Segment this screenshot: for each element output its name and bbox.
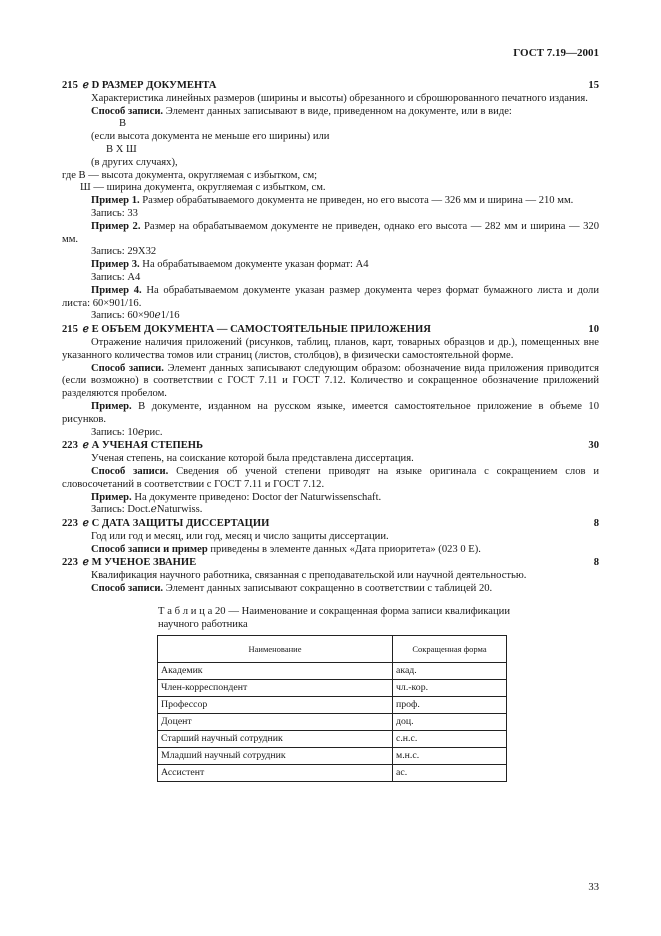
record: Запись: 29Х32: [91, 246, 157, 258]
paragraph: [62, 106, 599, 119]
table-row: [158, 731, 507, 748]
section-heading: [62, 324, 599, 337]
table-caption: Т а б л и ц а 20 — Наименование и сокращенная форма записи квалификации научного работника: [158, 605, 510, 630]
table-cell: Академик: [158, 663, 393, 680]
label: Способ записи и пример: [91, 543, 208, 555]
label: Пример 3.: [91, 259, 140, 271]
example: [62, 492, 599, 505]
text: Размер обрабатываемого документа не приведен, но его высота — 326 мм и ширина — 210 мм.: [139, 195, 574, 207]
table-row: [158, 697, 507, 714]
text: Сведения об ученой степени приводят на языке оригинала с сокращением слов и словосочетаний в соответствии с ГОСТ 7.11 и ГОСТ 7.12.: [62, 465, 600, 490]
table-row: [158, 714, 507, 731]
line: где В — высота документа, округляемая с избытком, см;: [62, 169, 318, 181]
text: Элемент данных записывают сокращенно в соответствии с таблицей 20.: [163, 583, 493, 595]
table-cell: акад.: [393, 663, 507, 680]
section-number: 8: [593, 518, 599, 530]
paragraph: Год или год и месяц, или год, месяц и число защиты диссертации.: [91, 530, 389, 542]
paragraph: Ученая степень, на соискание которой была представлена диссертация.: [91, 453, 414, 465]
example: [62, 285, 599, 311]
example: [62, 401, 599, 427]
paragraph: [62, 363, 599, 401]
table-row: [158, 680, 507, 697]
table-cell: м.н.с.: [393, 748, 507, 765]
document-body: [62, 79, 599, 782]
label: Способ записи.: [91, 362, 164, 374]
label: Пример.: [91, 400, 132, 412]
column-header: Наименование: [158, 636, 393, 663]
section-title: 223 ℯ С ДАТА ЗАЩИТЫ ДИССЕРТАЦИИ: [62, 518, 270, 530]
table-row: [158, 748, 507, 765]
table-cell: Младший научный сотрудник: [158, 748, 393, 765]
page-number: 33: [588, 882, 599, 893]
line: В: [119, 118, 127, 130]
text: приведены в элементе данных «Дата приоритета» (023 0 Е).: [207, 543, 481, 555]
example: [62, 221, 599, 247]
table-cell: доц.: [393, 714, 507, 731]
line: В Х Ш: [106, 143, 137, 155]
qualification-table: [157, 635, 507, 782]
label: Пример 2.: [91, 220, 141, 232]
table-cell: чл.-кор.: [393, 680, 507, 697]
section-heading: [62, 440, 599, 453]
table-header-row: [158, 636, 507, 663]
line: (в других случаях),: [91, 156, 178, 168]
table-cell: проф.: [393, 697, 507, 714]
text: На документе приведено: Doctor der Naturwissenschaft.: [131, 491, 382, 503]
text: Элемент данных записывают следующим образом: обозначение вида приложения приводится (если возможно) в соответствии с ГОСТ 7.11 и ГОСТ 7.12. Количество и сокращенное обозначение приложений разделяются пробелом.: [62, 362, 599, 400]
section-heading: [62, 518, 599, 531]
section-title: 215 ℯ Е ОБЪЕМ ДОКУМЕНТА — САМОСТОЯТЕЛЬНЫЕ ПРИЛОЖЕНИЯ: [62, 324, 431, 336]
paragraph: [62, 583, 599, 596]
text: В документе, изданном на русском языке, имеется самостоятельное приложение в объеме 10 рисунков.: [62, 400, 599, 425]
section-title: 223 ℯ А УЧЕНАЯ СТЕПЕНЬ: [62, 440, 204, 452]
text: Элемент данных записывают в виде, приведенном на документе, или в виде:: [163, 105, 512, 117]
section-title: 223 ℯ М УЧЕНОЕ ЗВАНИЕ: [62, 557, 197, 569]
table-cell: с.н.с.: [393, 731, 507, 748]
table-cell: Старший научный сотрудник: [158, 731, 393, 748]
label: Пример.: [91, 491, 132, 503]
example: [62, 195, 599, 208]
text: На обрабатываемом документе указан формат: А4: [139, 259, 369, 271]
table-row: [158, 663, 507, 680]
section-number: 15: [588, 80, 599, 91]
paragraph: [62, 544, 599, 557]
table-cell: Член-корреспондент: [158, 680, 393, 697]
section-heading: [62, 557, 599, 570]
text: На обрабатываемом документе указан размер документа через формат бумажного листа и доли листа: 60×901/16.: [62, 284, 599, 309]
table-cell: Профессор: [158, 697, 393, 714]
record: Запись: 10ℯрис.: [91, 426, 163, 438]
label: Способ записи.: [91, 583, 164, 595]
section-number: 8: [593, 557, 599, 569]
table-cell: Доцент: [158, 714, 393, 731]
table-row: [158, 765, 507, 782]
page-header: ГОСТ 7.19—2001: [513, 47, 599, 59]
record: Запись: 60×90ℯ1/16: [91, 310, 180, 322]
text: Размер на обрабатываемом документе не приведен, однако его высота — 282 мм и ширина — 320 мм.: [62, 220, 600, 245]
label: Способ записи.: [91, 465, 169, 477]
section-heading: [62, 80, 599, 93]
column-header: Сокращенная форма: [393, 636, 507, 663]
line: (если высота документа не меньше его ширины) или: [91, 131, 330, 143]
table-cell: ас.: [393, 765, 507, 782]
example: [62, 259, 599, 272]
paragraph: Квалификация научного работника, связанная с преподавательской или научной деятельностью.: [91, 570, 527, 582]
label: Пример 4.: [91, 284, 142, 296]
record: Запись: 33: [91, 207, 138, 219]
paragraph: Характеристика линейных размеров (ширины и высоты) обрезанного и сброшюрованного печатного издания.: [91, 92, 588, 104]
line: Ш — ширина документа, округляемая с избытком, см.: [80, 182, 326, 194]
label: Способ записи.: [91, 105, 164, 117]
paragraph: [62, 466, 599, 492]
section-number: 10: [588, 324, 599, 336]
section-number: 30: [588, 440, 599, 452]
record: Запись: Doct.ℯNaturwiss.: [91, 504, 203, 516]
section-title: 215 ℯ D РАЗМЕР ДОКУМЕНТА: [62, 80, 217, 91]
table-cell: Ассистент: [158, 765, 393, 782]
paragraph: Отражение наличия приложений (рисунков, таблиц, планов, карт, товарных образцов и др.), помещенных вне указанного количества томов или страниц (листов, столбцов), в физически самостоятельной форме.: [62, 336, 599, 361]
label: Пример 1.: [91, 195, 140, 207]
record: Запись: А4: [91, 271, 141, 283]
